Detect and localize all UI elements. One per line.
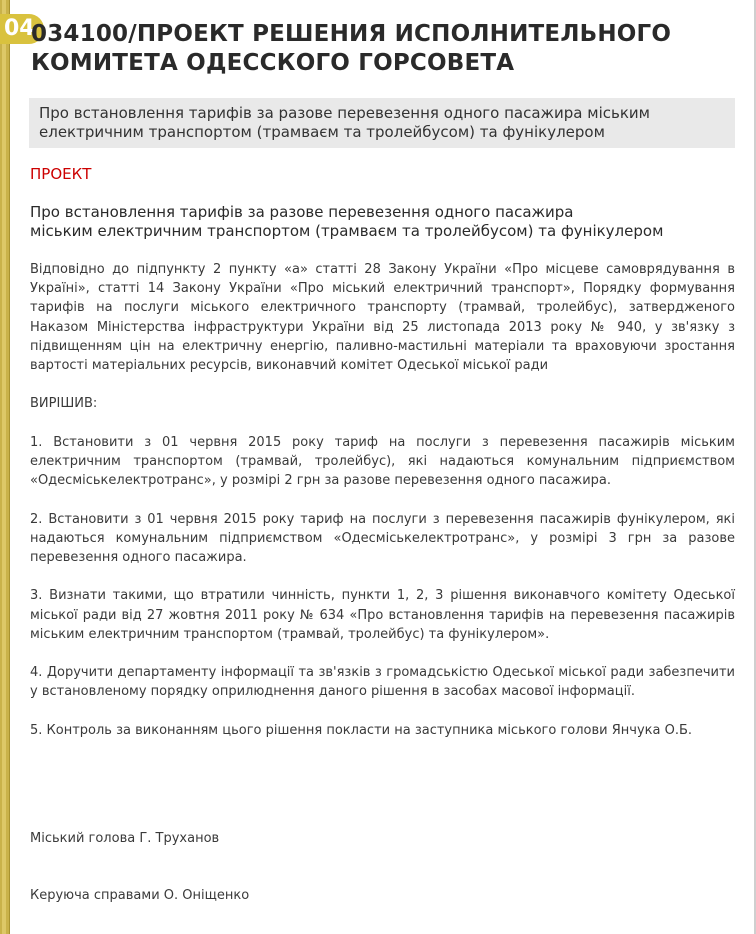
preamble-paragraph: Відповідно до підпункту 2 пункту «а» статті 28 Закону України «Про місцеве самоврядування в Україні», статті 14 Закону України «Про міський електричний транспорт», Порядку формування тарифів на послуги міського електричного транспорту (трамвай, тролейбус), затвердженого Наказом Міністерства інфраструктури України від 25 листопада 2013 року № 940, у зв'язку з підвищенням цін на електричну енергію, паливно-мастильні матеріали та враховуючи зростання вартості матеріальних ресурсів, виконавчий комітет Одеської міської ради: [30, 262, 735, 374]
decision-item-5: 5. Контроль за виконанням цього рішення покласти на заступника міського голови Янчука О.Б.: [30, 722, 693, 738]
decision-item-4: 4. Доручити департаменту інформації та зв'язків з громадськістю Одеської міської ради забезпечити у встановленому порядку оприлюднення даного рішення в засобах масової інформації.: [30, 665, 735, 700]
decision-item-1: 1. Встановити з 01 червня 2015 року тариф на послуги з перевезення пасажирів міським електричним транспортом (трамвай, тролейбус), які надаються комунальним підприємством «Одесміськелектротранс», у розмірі 2 грн за разове перевезення одного пасажира.: [30, 434, 735, 489]
page-title: 034100/ПРОЕКТ РЕШЕНИЯ ИСПОЛНИТЕЛЬНОГО КОМИТЕТА ОДЕССКОГО ГОРСОВЕТА: [31, 21, 672, 76]
document-heading: [30, 203, 735, 241]
document-body: [30, 260, 735, 759]
left-frame-border: [0, 0, 10, 934]
document-heading-line-1: Про встановлення тарифів за разове перевезення одного пасажира: [30, 203, 574, 221]
signature-mayor: Міський голова Г. Труханов: [30, 831, 220, 846]
decision-item-3: 3. Визнати такими, що втратили чинність, пункти 1, 2, 3 рішення виконавчого комітету Одеської міської ради від 27 жовтня 2011 року № 634 «Про встановлення тарифів на перевезення пасажирів міським електричним транспортом (трамвай, тролейбус) та фунікулером».: [30, 588, 735, 642]
site-badge[interactable]: 04: [0, 14, 44, 44]
document-heading-line-2: міським електричним транспортом (трамваєм та тролейбусом) та фунікулером: [30, 222, 664, 240]
decision-item-2: 2. Встановити з 01 червня 2015 року тариф на послуги з перевезення пасажирів фунікулером, які надаються комунальним підприємством «Одесміськелектротранс», у розмірі 3 грн за разове перевезення одного пасажира.: [30, 511, 735, 565]
signature-manager: Керуюча справами О. Оніщенко: [30, 888, 250, 903]
subject-summary: Про встановлення тарифів за разове перевезення одного пасажира міським електричним транспортом (трамваєм та тролейбусом) та фунікулером: [29, 98, 735, 148]
decided-label: ВИРІШИВ:: [30, 396, 98, 412]
project-label: ПРОЕКТ: [30, 165, 92, 183]
